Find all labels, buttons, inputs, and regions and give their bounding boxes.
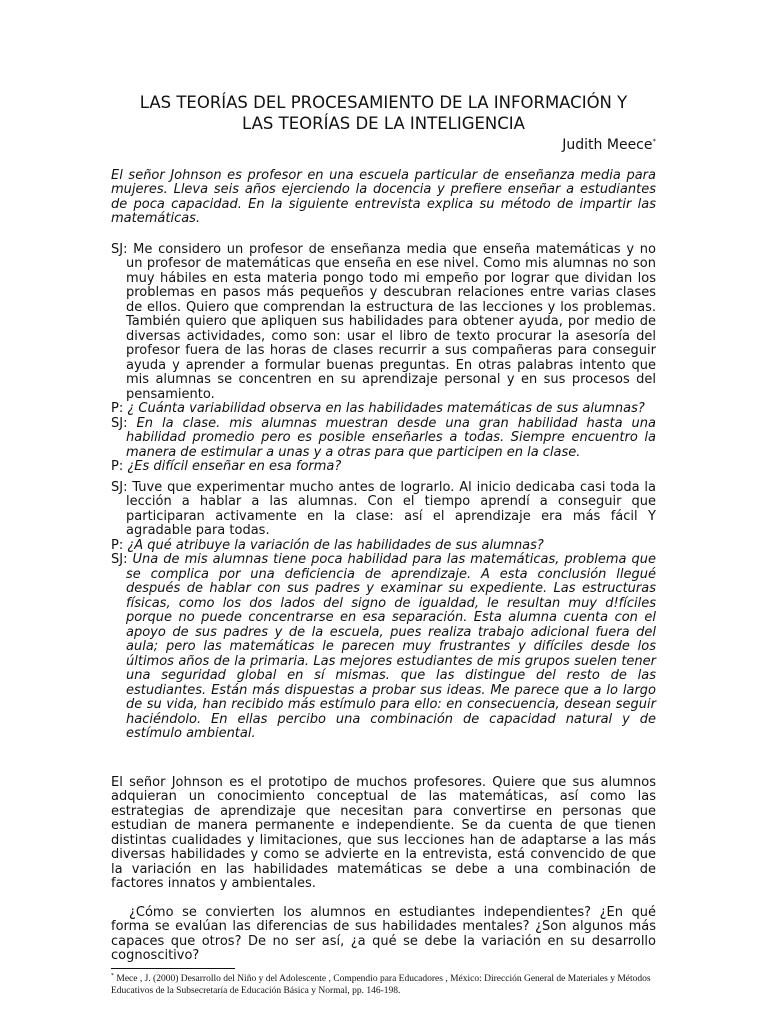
document-title [111, 92, 656, 134]
author-name: Judith Meece [562, 137, 653, 153]
speaker-label: P: [111, 537, 124, 553]
speaker-label: P: [111, 401, 124, 416]
author-line [111, 138, 656, 153]
speaker-label: SJ: [111, 415, 128, 431]
dialogue-text: En la clase. mis alumnas muestran desde una gran habilidad hasta una habilidad promedio pero es posible enseñarles a todas. Siempre encuentro la manera de estimular a unas y a otras para que participen en la clase. [126, 415, 656, 460]
footnote-text: Mece , J. (2000) Desarrollo del Niño y del Adolescente , Compendio para Educadores , México: Dirección General de Materiales y Métodos Educativos de la Subsecretaría de Educación Básica y Normal, pp. 146-198. [111, 973, 651, 996]
interview-dialogue [111, 243, 656, 742]
dialogue-text: Una de mis alumnas tiene poca habilidad para las matemáticas, problema que se complica por una deficiencia de aprendizaje. A esta conclusión llegué después de hablar con sus padres y examinar su expediente. Las estructuras físicas, como los dos lados del signo de igualdad, le resultan muy d!fíciles porque no puede concentrarse en esa separación. Esta alumna cuenta con el apoyo de sus padres y de la escuela, pues realiza trabajo adicional fuera del aula; pero las matemáticas le parecen muy frustrantes y difíciles desde los últimos años de la primaria. Las mejores estudiantes de mis grupos suelen tener una seguridad global en sí mismas. que las distingue del resto de las estudiantes. Están más dispuestas a probar sus ideas. Me parece que a lo largo de su vida, han recibido más estímulo para ello: en consecuencia, desean seguir haciéndolo. En ellas percibo una combinación de capacidad natural y de estímulo ambiental. [126, 552, 656, 741]
footnote-divider [111, 968, 235, 969]
author-footnote-mark: * [652, 137, 656, 146]
body-paragraph-1: El señor Johnson es el prototipo de muchos profesores. Quiere que sus alumnos adquieran un conocimiento conceptual de las matemáticas, así como las estrategias de aprendizaje que necesitan para convertirse en personas que estudian de manera permanente e independiente. Se da cuenta de que tienen distintas cualidades y limitaciones, que sus lecciones han de adaptarse a las más diversas habilidades y como se advierte en la entrevista, está convencido de que la variación en las habilidades matemáticas se debe a una combinación de factores innatos y ambientales. [111, 774, 656, 891]
dialogue-entry-p-3 [111, 539, 656, 554]
speaker-label: SJ: [111, 479, 128, 495]
footnote [111, 973, 656, 997]
dialogue-entry-sj-1 [111, 243, 656, 403]
title-line-2: LAS TEORÍAS DE LA INTELIGENCIA [242, 114, 525, 133]
speaker-label: SJ: [111, 241, 128, 257]
dialogue-text: Tuve que experimentar mucho antes de lograrlo. Al inicio dedicaba casi toda la lección a hablar a las alumnas. Con el tiempo aprendí a conseguir que participaran activamente en la clase: así el aprendizaje era más fácil Y agradable para todas. [126, 479, 657, 538]
dialogue-entry-sj-4 [111, 553, 656, 742]
dialogue-entry-p-2 [111, 460, 656, 475]
dialogue-text: Me considero un profesor de enseñanza media que enseña matemáticas y no un profesor de matemáticas que enseña en ese nivel. Como mis alumnas no son muy hábiles en esta materia pongo todo mi empeño por lograr que dividan los problemas en pasos más pequeños y descubran relaciones entre varias clases de ellos. Quiero que comprendan la estructura de las lecciones y los problemas. También quiero que apliquen sus habilidades para obtener ayuda, por medio de diversas actividades, como son: usar el libro de texto procurar la asesoría del profesor fuera de las horas de clases recurrir a sus compañeras para conseguir ayuda y aprender a formular buenas preguntas. En otras palabras intento que mis alumnas se concentren en su aprendizaje personal y en sus procesos del pensamiento. [126, 241, 656, 402]
dialogue-text: ¿Es difícil enseñar en esa forma? [127, 459, 342, 474]
dialogue-entry-sj-3 [111, 481, 656, 539]
footnote-mark: * [111, 972, 114, 979]
speaker-label: SJ: [111, 552, 128, 567]
title-line-1: LAS TEORÍAS DEL PROCESAMIENTO DE LA INFORMACIÓN Y [139, 93, 628, 112]
dialogue-text: ¿A qué atribuye la variación de las habilidades de sus alumnas? [127, 537, 544, 553]
dialogue-text: ¿ Cuánta variabilidad observa en las habilidades matemáticas de sus alumnas? [127, 401, 645, 416]
body-paragraph-2: ¿Cómo se convierten los alumnos en estudiantes independientes? ¿En qué forma se evalúan las diferencias de sus habilidades mentales? ¿Son algunos más capaces que otros? De no ser así, ¿a qué se debe la variación en su desarrollo cognoscitivo? [111, 904, 656, 963]
intro-paragraph: El señor Johnson es profesor en una escuela particular de enseñanza media para mujeres. Lleva seis años ejerciendo la docencia y prefiere enseñar a estudiantes de poca capacidad. En la siguiente entrevista explica su método de impartir las matemáticas. [111, 167, 656, 226]
dialogue-entry-sj-2 [111, 417, 656, 461]
speaker-label: P: [111, 459, 124, 474]
dialogue-entry-p-1 [111, 402, 656, 417]
